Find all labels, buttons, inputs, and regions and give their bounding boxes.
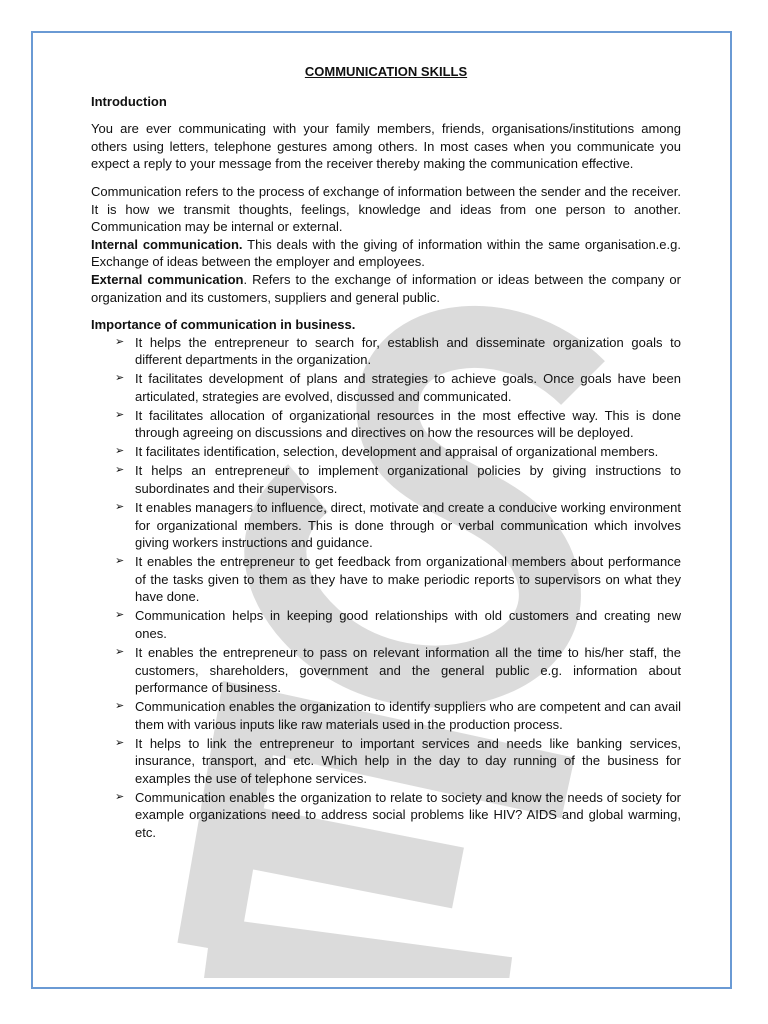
bullet-text: It enables the entrepreneur to get feedback from organizational members about performance of the tasks given to them as they have to make periodic reports to supervisors on what they have done. bbox=[135, 554, 681, 605]
arrow-bullet-icon: ➢ bbox=[115, 372, 125, 385]
arrow-bullet-icon: ➢ bbox=[115, 790, 125, 803]
importance-heading: Importance of communication in business. bbox=[91, 317, 356, 333]
bullet-text: It facilitates allocation of organizational resources in the most effective way. This is done through agreeing on discussions and directives on how the resources will be deployed. bbox=[135, 407, 681, 441]
arrow-bullet-icon: ➢ bbox=[115, 335, 125, 348]
bullet-text: Communication helps in keeping good relationships with old customers and creating new ones. bbox=[135, 608, 681, 641]
arrow-bullet-icon: ➢ bbox=[115, 464, 125, 477]
bullet-item bbox=[91, 443, 681, 461]
page-frame bbox=[31, 31, 732, 989]
bullet-item bbox=[91, 462, 681, 497]
bullet-item bbox=[91, 735, 681, 788]
internal-communication-label: Internal communication. bbox=[91, 236, 243, 252]
internal-communication-paragraph bbox=[91, 236, 681, 271]
arrow-bullet-icon: ➢ bbox=[115, 609, 125, 622]
bullet-text: It helps the entrepreneur to search for, establish and disseminate organization goals to different departments in the organization. bbox=[135, 334, 681, 368]
importance-bullet-list bbox=[91, 334, 681, 842]
external-communication-paragraph bbox=[91, 271, 681, 306]
definition-paragraph: Communication refers to the process of exchange of information between the sender and the receiver. It is how we transmit thoughts, feelings, knowledge and ideas from one person to another. Communication may be internal or external. bbox=[91, 183, 681, 235]
bullet-text: It facilitates identification, selection, development and appraisal of organizational members. bbox=[135, 444, 659, 460]
arrow-bullet-icon: ➢ bbox=[115, 700, 125, 713]
bullet-text: It enables managers to influence, direct, motivate and create a conducive working environment for organizational members. This is done through or verbal communication which involves giving workers instructions and guidance. bbox=[135, 500, 681, 551]
bullet-text: Communication enables the organization to identify suppliers who are competent and can avail them with various inputs like raw materials used in the production process. bbox=[135, 699, 681, 732]
internal-communication-text: This deals with the giving of information within the same organisation.e.g. Exchange of ideas between the employer and employees. bbox=[91, 236, 681, 270]
external-communication-text: . Refers to the exchange of information or ideas between the company or organization and its customers, suppliers and general public. bbox=[91, 271, 681, 305]
bullet-item bbox=[91, 553, 681, 606]
external-communication-label: External communication bbox=[91, 271, 244, 287]
bullet-item bbox=[91, 789, 681, 842]
arrow-bullet-icon: ➢ bbox=[115, 555, 125, 568]
arrow-bullet-icon: ➢ bbox=[115, 501, 125, 514]
arrow-bullet-icon: ➢ bbox=[115, 408, 125, 421]
bullet-item bbox=[91, 334, 681, 369]
bullet-item bbox=[91, 499, 681, 552]
introduction-heading: Introduction bbox=[91, 93, 167, 109]
bullet-item bbox=[91, 407, 681, 442]
intro-paragraph: You are ever communicating with your family members, friends, organisations/institutions among others using letters, telephone gestures among others. In most cases when you communicate you expect a reply to your message from the receiver thereby making the communication effective. bbox=[91, 121, 681, 172]
bullet-item bbox=[91, 644, 681, 697]
document-body bbox=[91, 63, 681, 843]
arrow-bullet-icon: ➢ bbox=[115, 445, 125, 458]
arrow-bullet-icon: ➢ bbox=[115, 645, 125, 658]
bullet-text: It helps an entrepreneur to implement organizational policies by giving instructions to subordinates and their supervisors. bbox=[135, 463, 681, 497]
bullet-item bbox=[91, 698, 681, 733]
bullet-item bbox=[91, 607, 681, 642]
bullet-text: Communication enables the organization to relate to society and know the needs of society for example organizations need to address social problems like HIV? AIDS and global warming, etc. bbox=[135, 789, 681, 841]
document-title: COMMUNICATION SKILLS bbox=[304, 64, 468, 79]
arrow-bullet-icon: ➢ bbox=[115, 736, 125, 749]
bullet-text: It facilitates development of plans and strategies to achieve goals. Once goals have been articulated, strategies are evolved, discussed and communicated. bbox=[135, 371, 681, 404]
bullet-text: It enables the entrepreneur to pass on relevant information all the time to his/her staff, the customers, shareholders, government and the general public e.g. information about performance of business. bbox=[135, 644, 681, 696]
bullet-item bbox=[91, 370, 681, 405]
bullet-text: It helps to link the entrepreneur to important services and needs like banking services, insurance, transport, and etc. Which help in the day to day running of the business for examples the use of telephone services. bbox=[135, 735, 681, 786]
